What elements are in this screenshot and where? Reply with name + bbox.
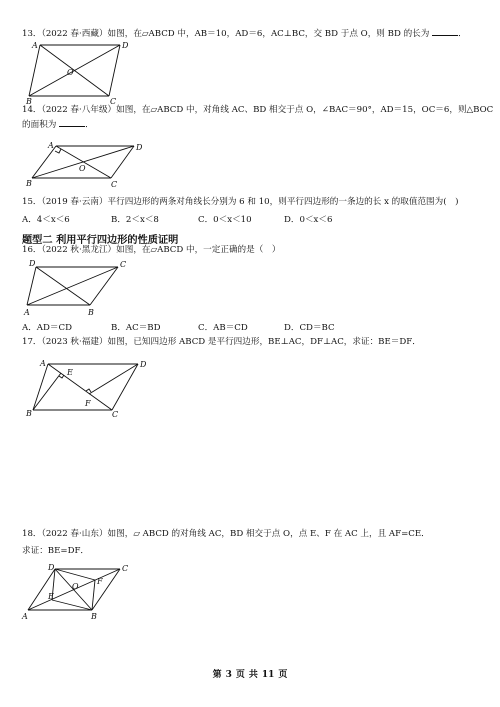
edge-CD — [112, 364, 138, 410]
option-a: A．4＜x＜6 — [22, 215, 70, 225]
label-O: O — [67, 68, 74, 77]
right-angle-E — [59, 375, 64, 378]
question-17-text: 17．（2023 秋·福建）如图，已知四边形 ABCD 是平行四边形，BE⊥AC，DF⊥AC，求证：BE＝DF． — [22, 337, 421, 347]
label-D: D — [140, 360, 147, 369]
question-16 — [22, 244, 484, 256]
segment-DF — [89, 364, 138, 394]
label-A: A — [22, 612, 28, 621]
question-16-text: 16．（2022 秋·黑龙江）如图，在▱ABCD 中，一定正确的是（ ） — [22, 245, 281, 255]
label-A: A — [40, 359, 46, 368]
option-c: C．AB＝CD — [198, 323, 248, 333]
label-E: E — [67, 368, 73, 377]
label-D: D — [122, 41, 129, 50]
edge-AB — [33, 364, 48, 410]
label-A: A — [48, 141, 54, 150]
label-D: D — [29, 259, 36, 268]
question-18-text: 18．（2022 春·山东）如图，▱ ABCD 的对角线 AC，BD 相交于点 O，点 E、F 在 AC 上，且 AF=CE． — [22, 529, 430, 539]
right-angle-mark — [55, 149, 61, 153]
label-C: C — [110, 97, 117, 106]
label-B: B — [26, 97, 32, 106]
option-b: B．2＜x＜8 — [111, 215, 159, 225]
diagonal-DB — [36, 267, 90, 305]
option-d: D．0＜x＜6 — [284, 215, 333, 225]
edge-CD — [109, 45, 120, 96]
label-C: C — [112, 410, 119, 419]
edge-CD — [111, 146, 134, 178]
question-15-text: 15．（2019 春·云南）平行四边形的两条对角线长分别为 6 和 10，则平行四边形的一条边的长 x 的取值范围为( ) — [22, 197, 459, 207]
section-heading: 题型二 利用平行四边形的性质证明 — [22, 235, 179, 246]
question-18 — [22, 528, 484, 540]
figure-q16 — [24, 258, 134, 318]
question-15 — [22, 196, 484, 208]
label-B: B — [26, 179, 32, 188]
page-footer: 第 3 页 共 11 页 — [212, 670, 288, 680]
label-A: A — [32, 41, 38, 50]
label-O: O — [72, 582, 79, 591]
question-14 — [22, 104, 494, 116]
question-14-line2: 的面积为 ． — [22, 117, 94, 131]
label-B: B — [91, 612, 97, 621]
label-F: F — [97, 577, 103, 586]
question-14-text: 14．（2022 春·八年级）如图，在▱ABCD 中，对角线 AC、BD 相交于点 O，∠BAC＝90°，AD＝15，OC＝6，则△BOC — [22, 105, 494, 115]
label-C: C — [122, 564, 129, 573]
label-C: C — [120, 260, 127, 269]
segment-BE — [33, 373, 61, 410]
edge-AB — [32, 146, 56, 178]
segment-DF — [55, 569, 95, 580]
option-b: B．AC＝BD — [111, 323, 161, 333]
answer-blank — [59, 117, 85, 127]
diagonal-BD — [32, 146, 134, 178]
segment-EB — [52, 600, 92, 610]
page-number: 3 — [225, 670, 232, 680]
figure-q18 — [22, 560, 132, 624]
figure-q14 — [26, 138, 156, 190]
question-13: 13．（2022 春·西藏）如图，在▱ABCD 中，AB＝10，AD＝6，AC⊥BC，交 BD 于点 O，则 BD 的长为 ． — [22, 26, 484, 40]
question-13-text: 13．（2022 春·西藏）如图，在▱ABCD 中，AB＝10，AD＝6，AC⊥BC，交 BD 于点 O，则 BD 的长为 — [22, 29, 430, 39]
label-E: E — [48, 592, 54, 601]
option-d: D．CD＝BC — [284, 323, 335, 333]
question-18-line2: 求证：BE=DF． — [22, 546, 90, 556]
label-B: B — [88, 308, 94, 317]
figure-q17 — [26, 350, 150, 420]
option-a: A．AD＝CD — [22, 323, 72, 333]
edge-DA — [27, 267, 36, 305]
question-17 — [22, 336, 484, 348]
option-c: C．0＜x＜10 — [198, 215, 252, 225]
label-F: F — [85, 399, 91, 408]
answer-blank — [432, 26, 458, 36]
label-A: A — [24, 308, 30, 317]
diagonal-AC — [48, 364, 112, 410]
diagonal-BD — [29, 45, 120, 96]
label-D: D — [136, 143, 143, 152]
label-B: B — [26, 409, 32, 418]
label-D: D — [48, 563, 55, 572]
label-O: O — [79, 164, 86, 173]
label-C: C — [111, 180, 118, 189]
edge-AB — [29, 45, 40, 96]
figure-q13 — [26, 38, 129, 106]
total-pages: 11 — [261, 670, 275, 680]
